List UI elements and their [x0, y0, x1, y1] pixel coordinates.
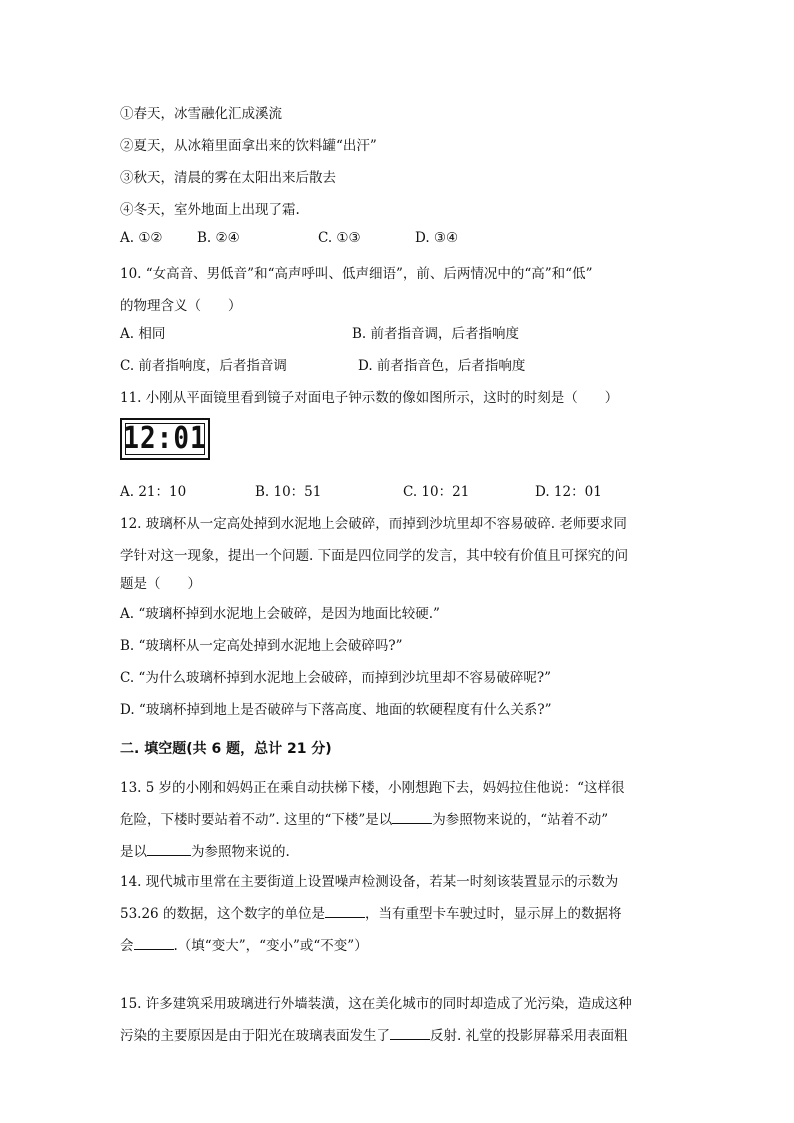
q11-choice-b: B. 10：51: [255, 484, 322, 500]
q9-choice-a: A. ①②: [120, 230, 163, 246]
q14-line2-text-b: ，当有重型卡车驶过时，显示屏上的数据将: [364, 906, 622, 922]
q9-option-3: ③秋天，清晨的雾在太阳出来后散去: [120, 170, 336, 186]
q14-line3-text-b: .（填“变大”，“变小”或“不变”）: [173, 938, 368, 954]
q13-line3-text-a: 是以: [120, 844, 147, 860]
q10-choice-d: D. 前者指音色，后者指响度: [358, 358, 526, 374]
digital-clock-figure: [120, 418, 210, 460]
q13-blank-1[interactable]: [392, 809, 432, 824]
q13-line3-text-b: 为参照物来说的.: [191, 844, 290, 860]
q12-choice-d: D. “玻璃杯掉到地上是否破碎与下落高度、地面的软硬程度有什么关系?”: [120, 702, 552, 718]
q15-line2: [120, 1024, 628, 1044]
q15-line2-text-a: 污染的主要原因是由于阳光在玻璃表面发生了: [120, 1028, 390, 1044]
q9-option-1: ①春天，冰雪融化汇成溪流: [120, 106, 282, 122]
clock-digits: 12:01: [123, 421, 207, 457]
q12-stem-line2: 学针对这一现象，提出一个问题. 下面是四位同学的发言，其中较有价值且可探究的问: [120, 548, 629, 564]
section-title: 二. 填空题(共 6 题，总计 21 分): [120, 741, 332, 757]
q12-stem-line3: 题是（ ）: [120, 576, 201, 592]
clock-display: [125, 423, 205, 455]
q13-line2-text-b: 为参照物来说的，“站着不动”: [432, 812, 609, 828]
q12-choice-a: A. “玻璃杯掉到水泥地上会破碎，是因为地面比较硬.”: [120, 606, 440, 622]
q11-choice-c: C. 10：21: [403, 484, 470, 500]
q10-stem-line1: 10. “女高音、男低音”和“高声呼叫、低声细语”，前、后两情况中的“高”和“低”: [120, 266, 593, 282]
q13-line2-text-a: 危险，下楼时要站着不动”. 这里的“下楼”是以: [120, 812, 393, 828]
q11-choice-a: A. 21：10: [120, 484, 187, 500]
q12-choice-b: B. “玻璃杯从一定高处掉到水泥地上会破碎吗?”: [120, 638, 403, 654]
q14-blank-2[interactable]: [134, 935, 174, 950]
q9-choice-c: C. ①③: [318, 230, 361, 246]
q10-choice-b: B. 前者指音调，后者指响度: [352, 326, 520, 342]
q11-choice-d: D. 12：01: [535, 484, 602, 500]
q14-blank-1[interactable]: [325, 903, 365, 918]
q12-choice-c: C. “为什么玻璃杯掉到水泥地上会破碎，而掉到沙坑里却不容易破碎呢?”: [120, 670, 551, 686]
q15-line2-text-b: 反射. 礼堂的投影屏幕采用表面粗: [430, 1028, 628, 1044]
q14-line3-text-a: 会: [120, 938, 134, 954]
q10-choice-a: A. 相同: [120, 326, 166, 342]
q9-option-2: ②夏天，从冰箱里面拿出来的饮料罐“出汗”: [120, 138, 377, 154]
q11-stem: 11. 小刚从平面镜里看到镜子对面电子钟示数的像如图所示，这时的时刻是（ ）: [120, 390, 619, 406]
q14-line3: [120, 934, 368, 954]
q9-option-4: ④冬天，室外地面上出现了霜.: [120, 202, 300, 218]
q12-stem-line1: 12. 玻璃杯从一定高处掉到水泥地上会破碎，而掉到沙坑里却不容易破碎. 老师要求同: [120, 516, 627, 532]
q10-stem-line2: 的物理含义（ ）: [120, 298, 242, 314]
q10-choice-c: C. 前者指响度，后者指音调: [120, 358, 287, 374]
q13-line2: [120, 808, 608, 828]
q9-choice-d: D. ③④: [415, 230, 459, 246]
q13-blank-2[interactable]: [147, 841, 191, 856]
q14-line1: 14. 现代城市里常在主要街道上设置噪声检测设备，若某一时刻该装置显示的示数为: [120, 874, 619, 890]
q15-blank-1[interactable]: [390, 1025, 430, 1040]
q13-line1: 13. 5 岁的小刚和妈妈正在乘自动扶梯下楼，小刚想跑下去，妈妈拉住他说：“这样很: [120, 780, 625, 796]
q14-line2-text-a: 53.26 的数据，这个数字的单位是: [120, 906, 325, 922]
q13-line3: [120, 840, 290, 860]
q15-line1: 15. 许多建筑采用玻璃进行外墙装潢，这在美化城市的同时却造成了光污染，造成这种: [120, 996, 632, 1012]
q9-choice-b: B. ②④: [197, 230, 240, 246]
q14-line2: [120, 902, 621, 922]
